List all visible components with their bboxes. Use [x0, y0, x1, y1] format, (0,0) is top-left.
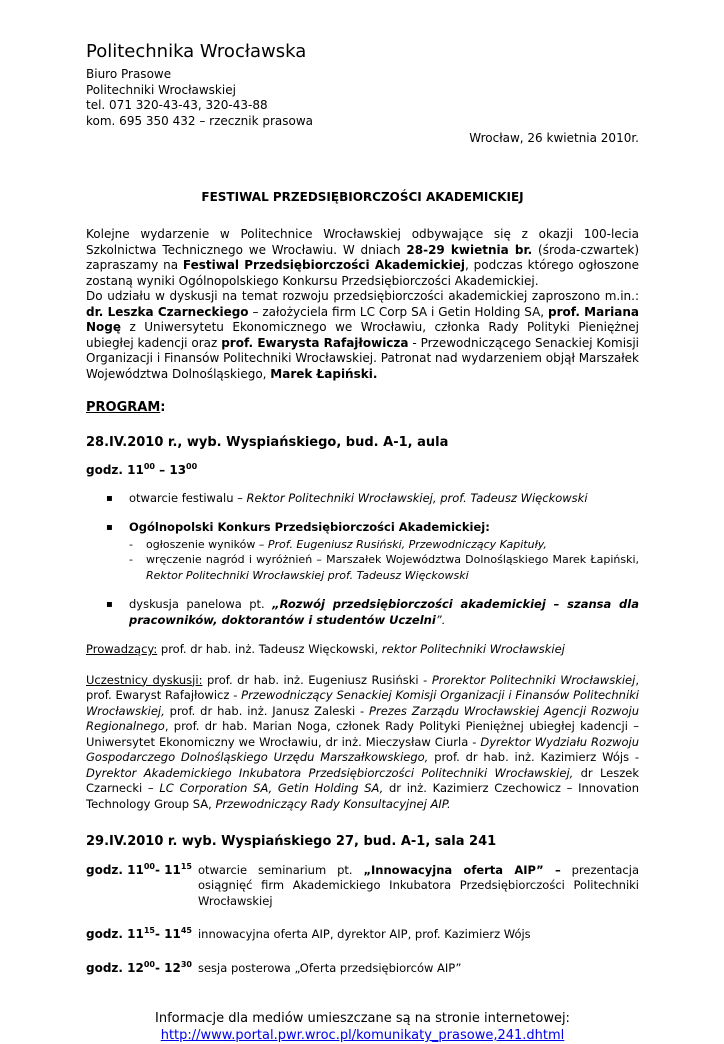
slot-3-time: godz. $12^{00}-$ $12^{30}$ [86, 959, 192, 975]
day2-slot-2 [86, 927, 639, 943]
day2-heading: 29.IV.2010 r. wyb. Wyspiańskiego 27, bud. A-1, sala 241 [86, 834, 497, 849]
agenda-item-contest: ▪ Ogólnopolski Konkurs Przedsiębiorczości Akademickiej: - ogłoszenie wyników – Prof. Eugeniusz Rusiński, Przewodniczący Kapituły, - wręczenie nagród i wyróżnień – Marszałek Województwa Dolnośląskiego Marek Łapiński, Rektor Politechniki Wrocławskiej prof. Tadeusz Więckowski [86, 520, 639, 583]
intro-paragraph-2: Do udziału w dyskusji na temat rozwoju przedsiębiorczości akademickiej zaproszono m.in.: dr. Leszka Czarneckiego – założyciela firm LC Corp SA i Getin Holding SA, prof. Mariana Nogę z Uniwersytetu Ekonomicznego we Wrocławiu, członka Rady Polityki Pieniężnej ubiegłej kadencji oraz prof. Ewarysta Rafajłowicza - Przewodniczącego Senackiej Komisji Organizacji i Finansów Politechniki Wrocławskiej. Patronat nad wydarzeniem objął Marszałek Województwa Dolnośląskiego, Marek Łapiński. [86, 289, 639, 381]
agenda-item-opening: ▪ otwarcie festiwalu – Rektor Politechniki Wrocławskiej, prof. Tadeusz Więckowski [86, 491, 639, 507]
release-date: Wrocław, 26 kwietnia 2010r. [469, 131, 639, 145]
press-release [86, 40, 639, 1044]
header-mobile: kom. 695 350 432 – rzecznik prasowa [86, 113, 314, 128]
panelists: Uczestnicy dyskusji: prof. dr hab. inż. Eugeniusz Rusiński - Prorektor Politechniki Wrocławskiej, prof. Ewaryst Rafajłowicz - Przewodniczący Senackiej Komisji Organizacji i Finansów Politechniki Wrocławskiej, prof. dr hab. inż. Janusz Zaleski - Prezes Zarządu Wrocławskiej Agencji Rozwoju Regionalnego, prof. dr hab. Marian Noga, członek Rady Polityki Pieniężnej ubiegłej kadencji – Uniwersytet Ekonomiczny we Wrocławiu, dr inż. Mieczysław Ciurla - Dyrektor Wydziału Rozwoju Gospodarczego Dolnośląskiego Urzędu Marszałkowskiego, prof. dr hab. inż. Kazimierz Wójs - Dyrektor Akademickiego Inkubatora Przedsiębiorczości Politechniki Wrocławskiej, dr Leszek Czarnecki – LC Corporation SA, Getin Holding SA, dr inż. Kazimierz Czechowicz – Innovation Technology Group SA, Przewodniczący Rady Konsultacyjnej AIP. [86, 672, 640, 811]
press-release-link[interactable]: http://www.portal.pwr.wroc.pl/komunikaty_prasowe,241.dhtml [160, 1028, 565, 1043]
moderator: Prowadzący: prof. dr hab. inż. Tadeusz Więckowski, rektor Politechniki Wrocławskiej [86, 642, 565, 656]
media-info [86, 1010, 639, 1044]
slot-2-desc: innowacyjna oferta AIP, dyrektor AIP, prof. Kazimierz Wójs [197, 927, 531, 941]
org-name: Politechnika Wrocławska [86, 41, 307, 62]
contest-awards: - wręczenie nagród i wyróżnień – Marszałek Województwa Dolnośląskiego Marek Łapiński, Rektor Politechniki Wrocławskiej prof. Tadeusz Więckowski [129, 552, 639, 583]
media-info-text: Informacje dla mediów umieszczane są na stronie internetowej: [155, 1011, 570, 1026]
day1-agenda [86, 491, 639, 629]
slot-3-desc: sesja posterowa „Oferta przedsiębiorców AIP” [197, 960, 462, 975]
slot-2-time: godz. $11^{15}-$ $11^{45}$ [86, 926, 192, 941]
slot-1-time: godz. $11^{00}-$ $11^{15}$ [86, 861, 192, 877]
program-heading: PROGRAM: [86, 400, 166, 415]
day2-slot-3 [86, 961, 639, 977]
day1-heading: 28.IV.2010 r., wyb. Wyspiańskiego, bud. A-1, aula [86, 434, 449, 450]
header-phone: tel. 071 320-43-43, 320-43-88 [86, 98, 268, 112]
contest-results: - ogłoszenie wyników – Prof. Eugeniusz Rusiński, Przewodniczący Kapituły, [129, 537, 639, 553]
day2-slot-1 [86, 863, 639, 910]
header-line-2: Politechniki Wrocławskiej [86, 82, 236, 97]
day1-time: godz. $11^{00} - 13^{00}$ [86, 462, 198, 477]
intro-paragraph-1: Kolejne wydarzenie w Politechnice Wrocławskiej odbywające się z okazji 100-lecia Szkolnictwa Technicznego we Wrocławiu. W dniach 28-29 kwietnia br. (środa-czwartek) zapraszamy na Festiwal Przedsiębiorczości Akademickiej, podczas którego ogłoszone zostaną wyniki Ogólnopolskiego Konkursu Przedsiębiorczości Akademickiej. [86, 227, 640, 288]
slot-1-desc: otwarcie seminarium pt. „Innowacyjna oferta AIP” – prezentacja osiągnięć firm Akademickiego Inkubatora Przedsiębiorczości Politechniki Wrocławskiej [197, 862, 639, 908]
header-line-1: Biuro Prasowe [86, 67, 172, 81]
agenda-item-panel: ▪ dyskusja panelowa pt. „Rozwój przedsiębiorczości akademickiej – szansa dla pracowników, doktorantów i studentów Uczelni”. [86, 597, 639, 628]
page-title: FESTIWAL PRZEDSIĘBIORCZOŚCI AKADEMICKIEJ [201, 189, 524, 204]
